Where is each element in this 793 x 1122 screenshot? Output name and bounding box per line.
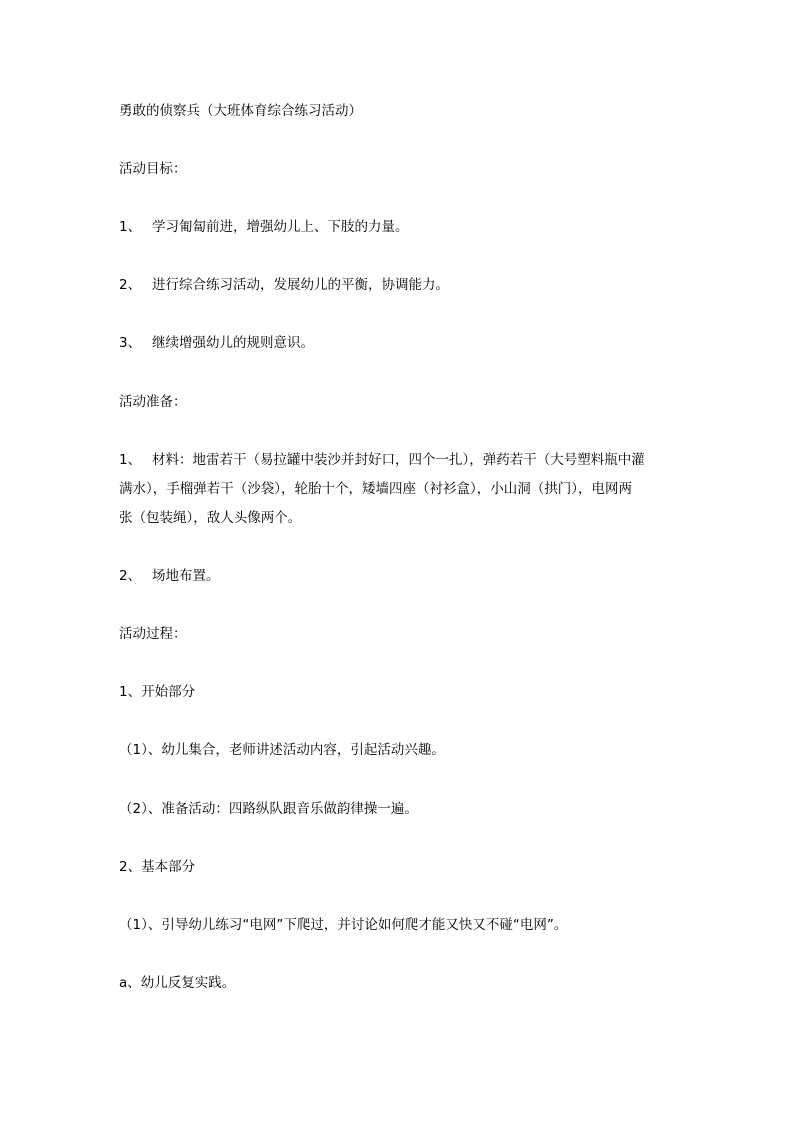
step-text: （2）、准备活动：四路纵队跟音乐做韵律操一遍。	[119, 801, 418, 817]
prep-heading: 活动准备：	[119, 394, 187, 410]
section-heading: 2、基本部分	[119, 859, 196, 875]
goal-text: 进行综合练习活动，发展幼儿的平衡，协调能力。	[152, 277, 449, 293]
prep-text-line3: 张（包装绳），敌人头像两个。	[119, 510, 302, 526]
prep-text-line1: 材料：地雷若干（易拉罐中装沙并封好口，四个一扎），弹药若干（大号塑料瓶中灌	[152, 452, 645, 468]
prep-line	[119, 446, 679, 475]
goal-item	[119, 217, 679, 237]
section-heading: 1、开始部分	[119, 684, 196, 700]
prep-number: 1、	[119, 452, 142, 468]
goal-item	[119, 333, 679, 353]
goal-number: 2、	[119, 277, 142, 293]
process-heading: 活动过程：	[119, 626, 187, 642]
goal-number: 3、	[119, 335, 142, 351]
goals-heading: 活动目标：	[119, 161, 187, 177]
prep-number: 2、	[119, 568, 142, 584]
goal-text: 学习匍匐前进，增强幼儿上、下肢的力量。	[152, 219, 409, 235]
goal-number: 1、	[119, 219, 142, 235]
prep-item	[119, 566, 679, 586]
prep-item-materials	[119, 446, 679, 533]
goal-text: 继续增强幼儿的规则意识。	[152, 335, 314, 351]
step-text: （1）、引导幼儿练习“电网”下爬过，并讨论如何爬才能又快又不碰“电网”。	[119, 917, 568, 933]
step-text: （1）、幼儿集合，老师讲述活动内容，引起活动兴趣。	[119, 742, 445, 758]
goal-item	[119, 275, 679, 295]
document-title: 勇敢的侦察兵（大班体育综合练习活动）	[119, 103, 362, 119]
step-substep: a、幼儿反复实践。	[119, 975, 236, 991]
prep-text: 场地布置。	[152, 568, 220, 584]
prep-text-line2: 满水），手榴弹若干（沙袋），轮胎十个，矮墙四座（衬衫盒），小山洞（拱门），电网两	[119, 481, 632, 497]
